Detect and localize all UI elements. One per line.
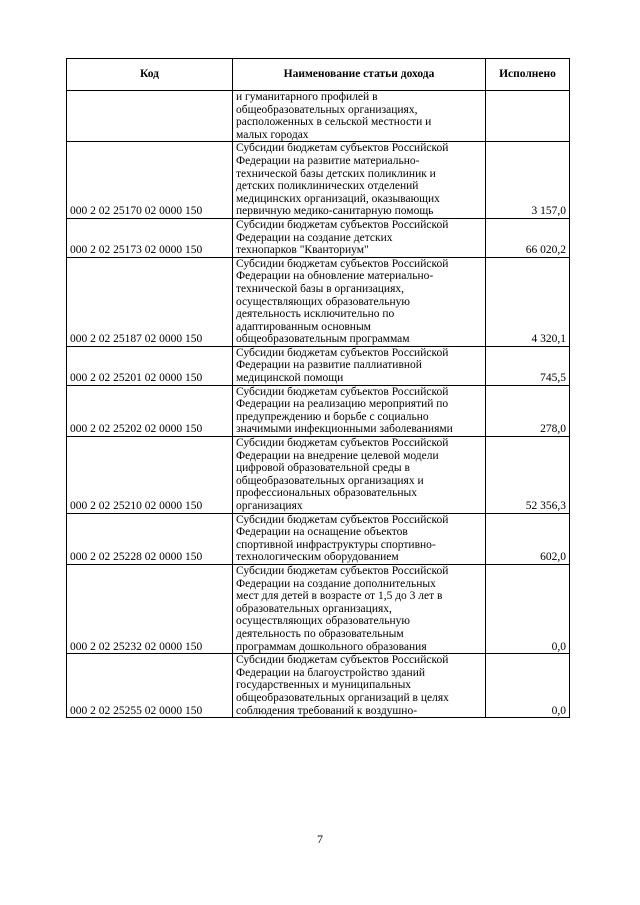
row-name-line: общеобразовательных организаций в целях <box>236 691 449 704</box>
row-name <box>233 142 486 219</box>
revenue-table <box>66 58 570 718</box>
row-name-line: общеобразовательных организациях и <box>236 474 424 487</box>
row-executed-value: 0,0 <box>486 564 570 653</box>
row-name-line: Субсидии бюджетам субъектов Российской <box>236 385 449 398</box>
row-name-line: детских поликлинических отделений <box>236 180 419 193</box>
row-name-line: Федерации на внедрение целевой модели <box>236 449 439 462</box>
table-row <box>67 385 570 436</box>
row-code: 000 2 02 25232 02 0000 150 <box>67 564 233 653</box>
row-name-line: Федерации на реализацию мероприятий по <box>236 398 449 411</box>
row-name-line: и гуманитарного профилей в <box>236 91 378 103</box>
row-name-line: первичную медико-санитарную помощь <box>236 205 434 218</box>
row-name-line: предупреждению и борьбе с социально <box>236 410 429 423</box>
row-executed-value: 66 020,2 <box>486 218 570 257</box>
row-code: 000 2 02 25255 02 0000 150 <box>67 654 233 718</box>
table-row <box>67 564 570 653</box>
row-name-line: Субсидии бюджетам субъектов Российской <box>236 437 449 450</box>
table-row <box>67 257 570 346</box>
row-name-line: Субсидии бюджетам субъектов Российской <box>236 654 449 667</box>
row-name <box>233 91 486 142</box>
row-name-line: спортивной инфраструктуры спортивно- <box>236 538 436 551</box>
row-executed-value: 0,0 <box>486 654 570 718</box>
table-row <box>67 437 570 514</box>
row-name-line: Федерации на развитие материально- <box>236 154 420 167</box>
row-name-line: Федерации на благоустройство зданий <box>236 666 426 679</box>
row-name-line: Субсидии бюджетам субъектов Российской <box>236 513 449 526</box>
table-row <box>67 346 570 385</box>
row-name-line: Субсидии бюджетам субъектов Российской <box>236 346 449 359</box>
row-name-line: Субсидии бюджетам субъектов Российской <box>236 257 449 270</box>
row-name <box>233 218 486 257</box>
row-code: 000 2 02 25201 02 0000 150 <box>67 346 233 385</box>
row-name-line: осуществляющих образовательную <box>236 295 411 308</box>
row-name-line: цифровой образовательной среды в <box>236 462 410 475</box>
row-code: 000 2 02 25173 02 0000 150 <box>67 218 233 257</box>
row-name-line: Федерации на создание детских <box>236 231 393 244</box>
row-name <box>233 564 486 653</box>
row-name-line: деятельность исключительно по <box>236 308 395 321</box>
row-executed-value <box>486 91 570 142</box>
row-name-line: общеобразовательным программам <box>236 333 410 346</box>
row-code: 000 2 02 25228 02 0000 150 <box>67 513 233 564</box>
row-name <box>233 437 486 514</box>
table-body <box>67 91 570 718</box>
table-row <box>67 513 570 564</box>
row-name-line: Федерации на обновление материально- <box>236 270 434 283</box>
row-name <box>233 513 486 564</box>
row-name-line: мест для детей в возрасте от 1,5 до 3 лет в <box>236 590 443 603</box>
row-name-line: Субсидии бюджетам субъектов Российской <box>236 218 449 231</box>
row-executed-value: 602,0 <box>486 513 570 564</box>
header-code: Код <box>67 59 233 91</box>
row-name-line: Федерации на оснащение объектов <box>236 526 408 539</box>
row-name-line: государственных и муниципальных <box>236 679 412 692</box>
row-executed-value: 4 320,1 <box>486 257 570 346</box>
row-name <box>233 257 486 346</box>
row-name-line: расположенных в сельской местности и <box>236 116 432 129</box>
row-name <box>233 654 486 718</box>
row-name-line: Субсидии бюджетам субъектов Российской <box>236 564 449 577</box>
table-row <box>67 91 570 142</box>
row-executed-value: 745,5 <box>486 346 570 385</box>
row-name-line: образовательных организациях, <box>236 602 392 615</box>
row-name <box>233 346 486 385</box>
row-code <box>67 91 233 142</box>
row-name-line: технической базы в организациях, <box>236 282 405 295</box>
table-row <box>67 218 570 257</box>
row-name-line: медицинской помощи <box>236 372 344 385</box>
row-executed-value: 52 356,3 <box>486 437 570 514</box>
row-name-line: профессиональных образовательных <box>236 487 417 500</box>
row-name-line: медицинских организаций, оказывающих <box>236 192 440 205</box>
row-executed-value: 278,0 <box>486 385 570 436</box>
row-name-line: Федерации на развитие паллиативной <box>236 359 422 372</box>
row-name-line: технопарков "Кванториум" <box>236 244 369 257</box>
row-name <box>233 385 486 436</box>
header-executed: Исполнено <box>486 59 570 91</box>
row-name-line: соблюдения требований к воздушно- <box>236 704 418 717</box>
table-header-row <box>67 59 570 91</box>
row-name-line: программам дошкольного образования <box>236 640 427 653</box>
row-name-line: значимыми инфекционными заболеваниями <box>236 423 453 436</box>
row-name-line: организациях <box>236 500 303 512</box>
row-name-line: общеобразовательных организациях, <box>236 103 418 116</box>
row-code: 000 2 02 25170 02 0000 150 <box>67 142 233 219</box>
row-code: 000 2 02 25210 02 0000 150 <box>67 437 233 514</box>
row-executed-value: 3 157,0 <box>486 142 570 219</box>
page-number: 7 <box>317 832 323 846</box>
row-name-line: адаптированным основным <box>236 320 371 333</box>
row-name-line: осуществляющих образовательную <box>236 615 411 628</box>
table-row <box>67 142 570 219</box>
row-name-line: малых городах <box>236 128 309 141</box>
row-name-line: технической базы детских поликлиник и <box>236 167 436 180</box>
row-code: 000 2 02 25202 02 0000 150 <box>67 385 233 436</box>
row-name-line: деятельность по образовательным <box>236 627 404 640</box>
table-row <box>67 654 570 718</box>
row-code: 000 2 02 25187 02 0000 150 <box>67 257 233 346</box>
header-name: Наименование статьи дохода <box>233 59 486 91</box>
row-name-line: Федерации на создание дополнительных <box>236 577 436 590</box>
row-name-line: технологическим оборудованием <box>236 551 399 564</box>
row-name-line: Субсидии бюджетам субъектов Российской <box>236 142 449 155</box>
